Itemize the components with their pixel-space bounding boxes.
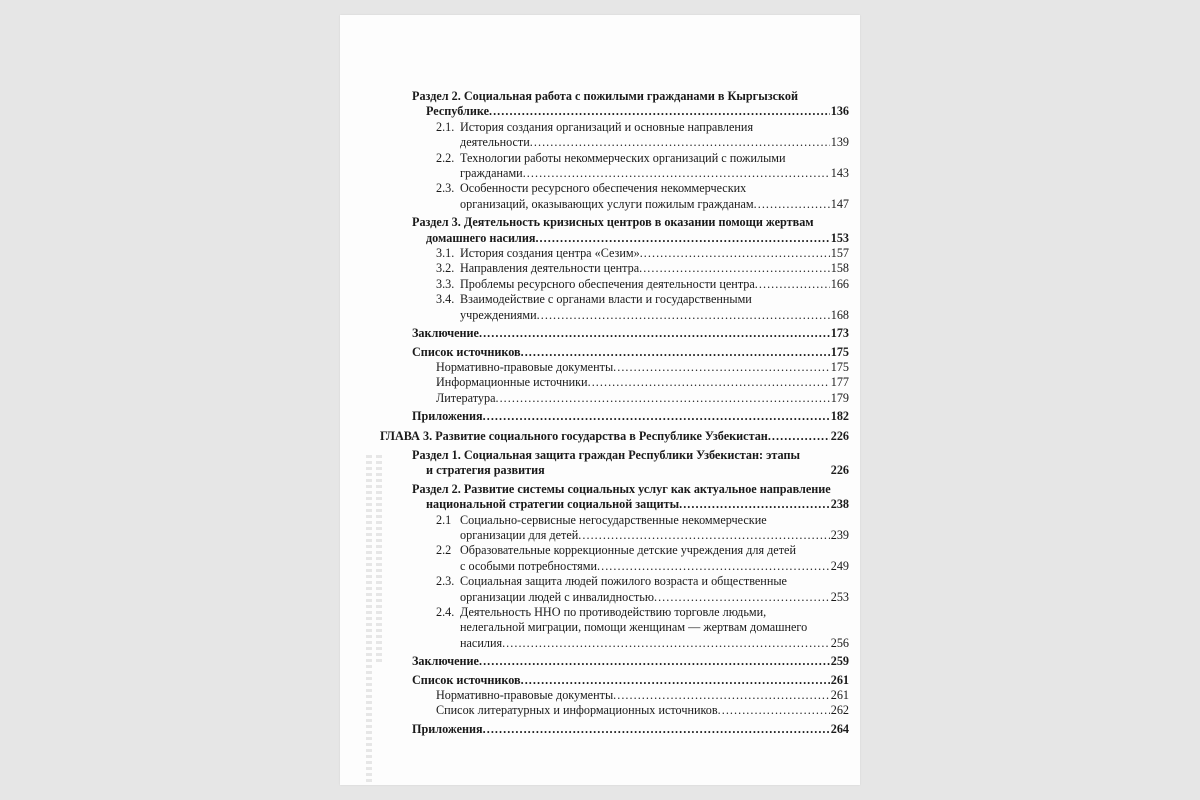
toc-subsection (380, 513, 849, 528)
toc-page-number: 158 (830, 261, 849, 276)
toc-section-title (380, 448, 849, 463)
toc-entry (380, 463, 849, 478)
toc-text: Республике (426, 104, 489, 119)
toc-text: организации для детей (460, 527, 579, 542)
toc-number: 2.3. (436, 574, 455, 589)
toc-subsection (380, 151, 849, 166)
toc-leader (495, 391, 829, 406)
toc-text: Социальная защита людей пожилого возраста и общественные (460, 574, 787, 589)
toc-entry (380, 391, 849, 406)
toc-entry (380, 261, 849, 276)
toc-page-number: 147 (830, 196, 849, 211)
toc-entry (380, 590, 849, 605)
toc-text: Приложения (412, 409, 483, 424)
toc-text: Нормативно-правовые документы (436, 688, 614, 703)
toc-leader (502, 636, 830, 651)
toc-subsection (380, 543, 849, 558)
toc-text: Направления деятельности центра (460, 261, 640, 276)
toc-text: Раздел 2. Развитие системы социальных услуг как актуальное направление (412, 481, 831, 496)
toc-text: Раздел 2. Социальная работа с пожилыми гражданами в Кыргызской (412, 89, 798, 103)
toc-text: Деятельность ННО по противодействию торговле людьми, (460, 605, 767, 619)
toc-text: нелегальной миграции, помощи женщинам — жертвам домашнего (460, 620, 808, 635)
toc-leader (679, 497, 830, 512)
toc-text: Список источников (412, 344, 521, 359)
toc-text: Социально-сервисные негосударственные некоммерческие (460, 512, 767, 527)
toc-text: с особыми потребностями (460, 558, 597, 573)
toc-leader (578, 528, 829, 543)
toc-leader (654, 590, 830, 605)
toc-entry (380, 688, 849, 703)
toc-number: 2.1. (436, 119, 455, 134)
toc-leader (479, 326, 830, 341)
toc-subsection (380, 605, 849, 620)
toc-entry (380, 345, 849, 360)
toc-text: Приложения (412, 721, 483, 736)
toc-subsection (380, 292, 849, 307)
toc-leader (521, 673, 830, 688)
toc-leader (613, 360, 830, 375)
toc-text: Взаимодействие с органами власти и государственными (460, 292, 752, 307)
toc-text: Особенности ресурсного обеспечения некоммерческих (460, 181, 747, 196)
toc-text: домашнего насилия (426, 230, 536, 245)
toc-number: 3.1. (436, 246, 455, 261)
toc-text: Раздел 3. Деятельность кризисных центров в оказании помощи жертвам (412, 215, 814, 230)
toc-text: Технологии работы некоммерческих организаций с пожилыми (460, 150, 786, 165)
toc-entry (380, 326, 849, 341)
toc-text: Заключение (412, 654, 479, 669)
toc-entry (380, 497, 849, 512)
toc-entry (380, 559, 849, 574)
toc-text: ГЛАВА 3. Развитие социального государства в Республике Узбекистан (380, 428, 768, 443)
toc-entry (380, 636, 849, 651)
toc-leader (754, 197, 830, 212)
toc-leader (521, 345, 830, 360)
toc-leader (755, 277, 830, 292)
toc-entry (380, 375, 849, 390)
toc-leader (639, 261, 830, 276)
toc-text: учреждениями (460, 307, 537, 322)
toc-page-number: 143 (830, 166, 849, 181)
toc-entry (380, 246, 849, 261)
toc-text: Образовательные коррекционные детские учреждения для детей (460, 543, 796, 558)
toc-page-number: 253 (830, 589, 849, 604)
toc-section-title (380, 482, 849, 497)
toc-page-number: 239 (830, 527, 849, 542)
toc-text: организации людей с инвалидностью (460, 589, 654, 604)
toc-entry (380, 409, 849, 424)
toc-page-number: 238 (830, 497, 849, 512)
toc-entry (380, 673, 849, 688)
toc-page-number: 226 (830, 463, 849, 478)
toc-section-title (380, 215, 849, 230)
toc-page-number: 261 (830, 672, 849, 687)
toc-page-number: 182 (830, 409, 849, 424)
toc-page-number: 256 (830, 635, 849, 650)
toc-leader (535, 231, 829, 246)
toc-page-number: 259 (830, 654, 849, 669)
toc-subsection (380, 574, 849, 589)
toc-page-number: 175 (830, 344, 849, 359)
toc-leader (613, 688, 830, 703)
toc-number: 2.1 (436, 512, 452, 527)
toc-leader (483, 409, 830, 424)
toc-text: Информационные источники (436, 375, 588, 390)
toc-text: Раздел 1. Социальная защита граждан Республики Узбекистан: этапы (412, 447, 801, 462)
toc-text: и стратегия развития (426, 463, 545, 478)
toc-text: Заключение (412, 326, 479, 341)
toc-number: 2.3. (436, 181, 455, 196)
toc-leader (597, 559, 830, 574)
toc-number: 2.2 (436, 543, 452, 558)
toc-entry (380, 104, 849, 119)
toc-number: 3.4. (436, 292, 455, 307)
toc-chapter (380, 429, 849, 444)
toc-number: 2.4. (436, 605, 455, 619)
toc-entry (380, 197, 849, 212)
toc-page-number: 168 (830, 307, 849, 322)
toc-entry (380, 308, 849, 323)
toc-leader (523, 166, 830, 181)
toc-page-number: 249 (830, 558, 849, 573)
toc-text: Литература (436, 390, 496, 405)
toc-leader (718, 703, 830, 718)
toc-entry (380, 277, 849, 292)
toc-leader (489, 104, 830, 119)
toc-page-number: 157 (830, 246, 849, 261)
toc-text: Нормативно-правовые документы (436, 359, 614, 374)
toc-page-number: 153 (830, 230, 849, 245)
toc-leader (530, 135, 830, 150)
toc-leader (640, 246, 830, 261)
toc-page-number: 177 (830, 375, 849, 390)
toc-entry (380, 231, 849, 246)
toc-text: насилия (460, 635, 503, 650)
toc-page-number: 262 (830, 703, 849, 718)
toc-page-number: 179 (830, 390, 849, 405)
toc-section-title (380, 89, 849, 104)
toc-text: История создания центра «Сезим» (460, 246, 640, 261)
toc-leader (479, 654, 830, 669)
toc-page-number: 173 (830, 326, 849, 341)
toc-leader (483, 722, 830, 737)
table-of-contents (380, 89, 849, 737)
toc-subsection-cont (380, 620, 849, 635)
toc-entry (380, 360, 849, 375)
toc-number: 2.2. (436, 150, 455, 165)
toc-page-number: 264 (830, 721, 849, 736)
toc-text: гражданами (460, 166, 523, 181)
toc-text: Список источников (412, 672, 521, 687)
toc-entry (380, 166, 849, 181)
toc-page-number: 175 (830, 359, 849, 374)
toc-subsection (380, 181, 849, 196)
toc-entry (380, 703, 849, 718)
toc-page-number: 226 (830, 428, 849, 443)
toc-entry (380, 654, 849, 669)
toc-subsection (380, 120, 849, 135)
toc-text: Список литературных и информационных источников (436, 703, 718, 718)
toc-page-number: 166 (830, 276, 849, 291)
toc-leader (537, 308, 830, 323)
toc-page-number: 139 (830, 135, 849, 150)
toc-page-number: 261 (830, 688, 849, 703)
toc-text: История создания организаций и основные направления (460, 119, 754, 134)
toc-entry (380, 722, 849, 737)
toc-text: организаций, оказывающих услуги пожилым гражданам (460, 196, 754, 211)
toc-page-number: 136 (830, 104, 849, 119)
toc-entry (380, 135, 849, 150)
toc-number: 3.2. (436, 261, 455, 276)
toc-entry (380, 528, 849, 543)
toc-leader (588, 375, 830, 390)
toc-text: деятельности (460, 135, 530, 150)
toc-leader (768, 429, 830, 444)
toc-text: Проблемы ресурсного обеспечения деятельности центра (460, 276, 755, 291)
scanned-page (340, 15, 860, 785)
toc-number: 3.3. (436, 276, 455, 291)
toc-text: национальной стратегии социальной защиты (426, 497, 680, 512)
